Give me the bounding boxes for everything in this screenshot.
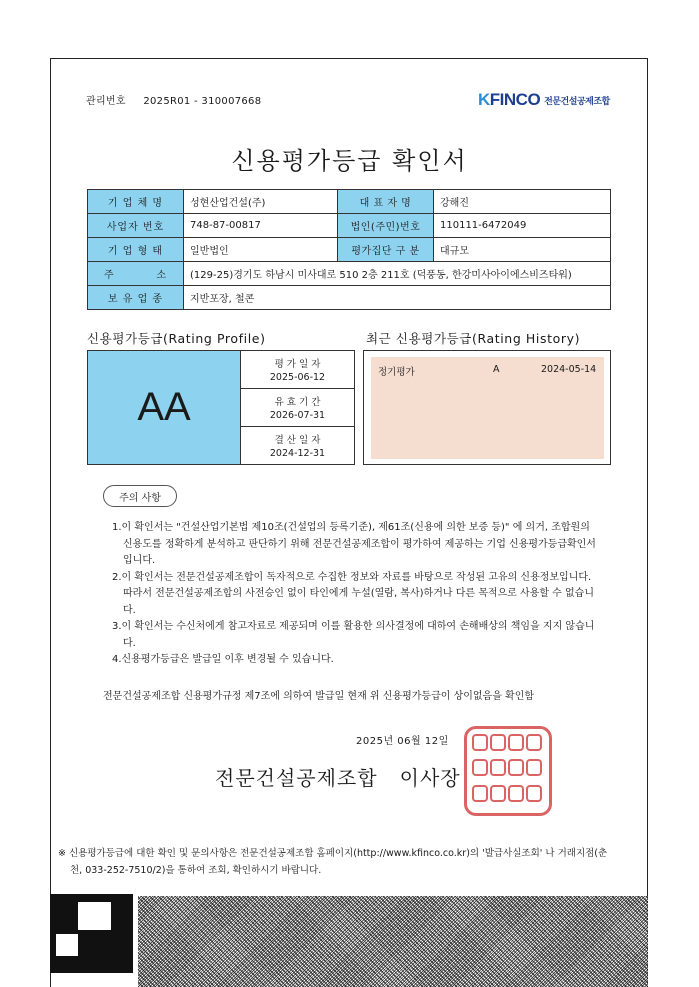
confirmation-statement: 전문건설공제조합 신용평가규정 제7조에 의하여 발급일 현재 위 신용평가등급이 상이없음을 확인함	[103, 691, 535, 702]
ceo-name-label: 대 표 자 명	[338, 190, 434, 214]
settlement-date-cell	[241, 427, 354, 464]
logo-brand: KFINCO	[478, 90, 541, 109]
eval-date-value: 2025-06-12	[269, 372, 326, 383]
company-name-value: 성현산업건설(주)	[184, 190, 338, 214]
list-item: 1.이 확인서는 "건설산업기본법 제10조(건설업의 등록기준), 제61조(신용에 의한 보증 등)" 에 의거, 조합원의 신용도를 정확하게 분석하고 판단하기 위해 전문건설공제조합이 평가하여 제공하는 기업 신용평가등급확인서입니다.	[112, 522, 596, 566]
logo-org-name: 전문건설공제조합	[544, 96, 610, 107]
management-number-value: 2025R01 - 310007668	[143, 96, 262, 107]
industry-label: 보 유 업 종	[88, 286, 184, 310]
official-seal	[464, 726, 552, 816]
history-date: 2024-05-14	[541, 364, 597, 375]
rating-dates	[241, 351, 354, 464]
verification-barcode	[138, 896, 648, 987]
corp-number-value: 110111-6472049	[434, 214, 611, 238]
list-item: 3.이 확인서는 수신처에게 참고자료로 제공되며 이를 활용한 의사결정에 대하여 손해배상의 책임을 지지 않습니다.	[112, 621, 595, 649]
address-label: 주 소	[88, 262, 184, 286]
list-item: 4.신용평가등급은 발급일 이후 변경될 수 있습니다.	[112, 654, 334, 665]
table-row	[88, 262, 611, 286]
notice-list	[112, 520, 602, 669]
eval-group-value: 대규모	[434, 238, 611, 262]
rating-history-box	[363, 350, 611, 465]
company-type-label: 기 업 형 태	[88, 238, 184, 262]
industry-value: 지반포장, 철콘	[184, 286, 611, 310]
business-number-value: 748-87-00817	[184, 214, 338, 238]
eval-date-label: 평 가 일 자	[274, 359, 321, 370]
kfinco-logo	[478, 90, 610, 110]
table-row	[88, 238, 611, 262]
table-row	[88, 286, 611, 310]
footnote-text: ※ 신용평가등급에 대한 확인 및 문의사항은 전문건설공제조합 홈페이지(http://www.kfinco.co.kr)의 '발급사실조회' 나 거래지점(춘천, 033-252-7510/2)을 통하여 조회, 확인하시기 바랍니다.	[58, 848, 608, 876]
notice-badge: 주의 사항	[103, 485, 177, 507]
rating-profile-box	[87, 350, 355, 465]
table-row	[88, 214, 611, 238]
footnote	[58, 845, 618, 879]
settlement-date-label: 결 산 일 자	[274, 435, 321, 446]
issue-date: 2025년 06월 12일	[356, 736, 449, 747]
company-name-label: 기 업 체 명	[88, 190, 184, 214]
table-row	[88, 190, 611, 214]
management-number	[86, 92, 261, 107]
rating-profile-title: 신용평가등급(Rating Profile)	[87, 331, 266, 346]
valid-period-label: 유 효 기 간	[274, 397, 321, 408]
eval-group-label: 평가집단 구 분	[338, 238, 434, 262]
document-title: 신용평가등급 확인서	[231, 147, 468, 175]
eval-date-cell	[241, 351, 354, 389]
qr-code	[50, 894, 133, 973]
history-grade: A	[493, 364, 500, 375]
address-value: (129-25)경기도 하남시 미사대로 510 2층 211호 (덕풍동, 한강미사아이에스비즈타워)	[184, 262, 611, 286]
management-number-label: 관리번호	[86, 96, 126, 107]
ceo-name-value: 강해진	[434, 190, 611, 214]
company-info-table	[87, 189, 611, 310]
corp-number-label: 법인(주민)번호	[338, 214, 434, 238]
valid-period-cell	[241, 389, 354, 427]
issuer-name: 전문건설공제조합 이사장	[215, 766, 461, 790]
company-type-value: 일반법인	[184, 238, 338, 262]
settlement-date-value: 2024-12-31	[269, 448, 326, 459]
history-kind: 정기평가	[378, 367, 415, 378]
valid-period-value: 2026-07-31	[269, 410, 326, 421]
credit-grade: AA	[88, 351, 241, 464]
rating-history-title: 최근 신용평가등급(Rating History)	[366, 331, 581, 346]
business-number-label: 사업자 번호	[88, 214, 184, 238]
list-item: 2.이 확인서는 전문건설공제조합이 독자적으로 수집한 정보와 자료를 바탕으로 작성된 고유의 신용정보입니다. 따라서 전문건설공제조합의 사전승인 없이 타인에게 누설(열람, 복사)하거나 다른 목적으로 사용할 수 없습니다.	[112, 571, 594, 616]
